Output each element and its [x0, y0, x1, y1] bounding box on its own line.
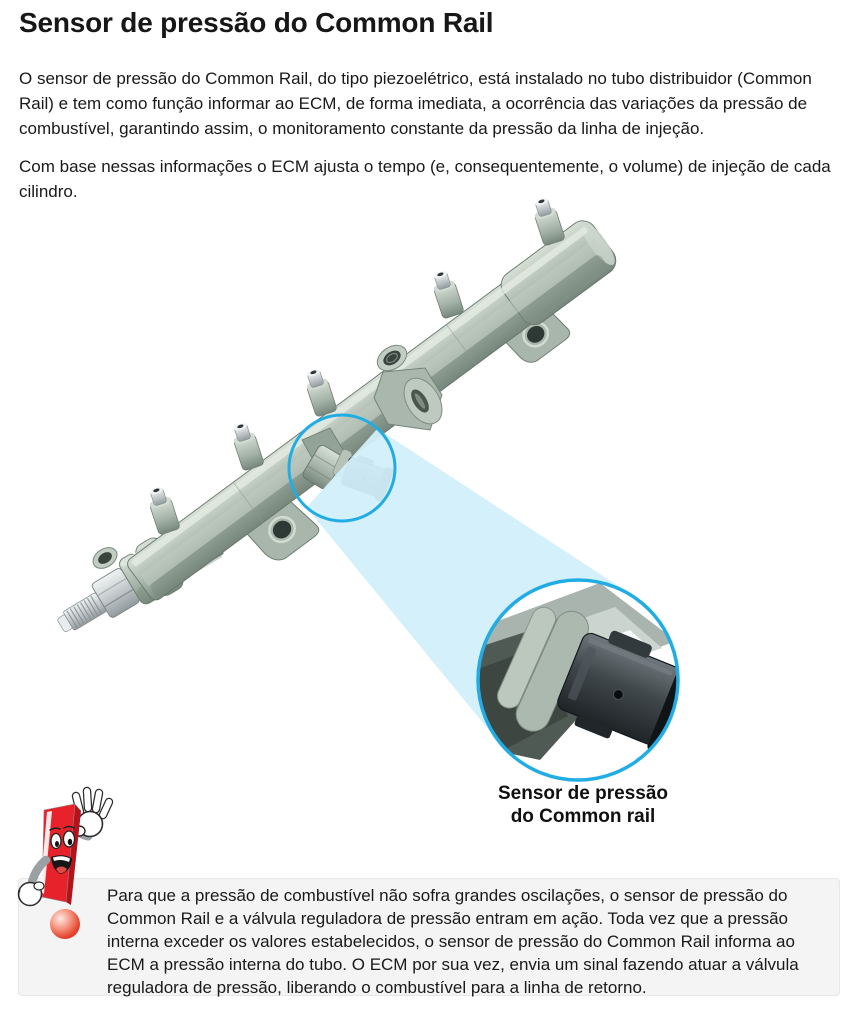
- rail-threaded-port: [89, 543, 121, 572]
- figure-caption-line1: Sensor de pressão: [497, 783, 669, 804]
- page-title: Sensor de pressão do Common Rail: [19, 7, 494, 38]
- figure-caption-line2: do Common rail: [510, 806, 656, 827]
- mascot-glove-icon: [19, 882, 45, 906]
- intro-paragraph: O sensor de pressão do Common Rail, do tipo piezoelétrico, está instalado no tubo distribuidor (Common Rail) e tem como função informar ao ECM, de forma imediata, a ocorrência das variações da pressão de combustível, garantindo assim, o monitoramento constante da pressão da linha de injeção.: [19, 69, 812, 138]
- figure-caption: [450, 782, 716, 828]
- ecm-paragraph: Com base nessas informações o ECM ajusta o tempo (e, consequentemente, o volume) de injeção de cada cilindro.: [19, 157, 831, 201]
- mascot-body: [40, 804, 81, 905]
- mascot-ball: [50, 909, 80, 939]
- mascot-exclamation-character: [0, 778, 200, 958]
- note-text: Para que a pressão de combustível não sofra grandes oscilações, o sensor de pressão do Common Rail e a válvula reguladora de pressão entram em ação. Toda vez que a pressão interna exceder os valores estabelecidos, o sensor de pressão do Common Rail informa ao ECM a pressão interna do tubo. O ECM por sua vez, envia um sinal fazendo atuar a válvula reguladora de pressão, liberando o combustível para a linha de retorno.: [107, 886, 799, 997]
- rail-figure-image: [0, 190, 852, 850]
